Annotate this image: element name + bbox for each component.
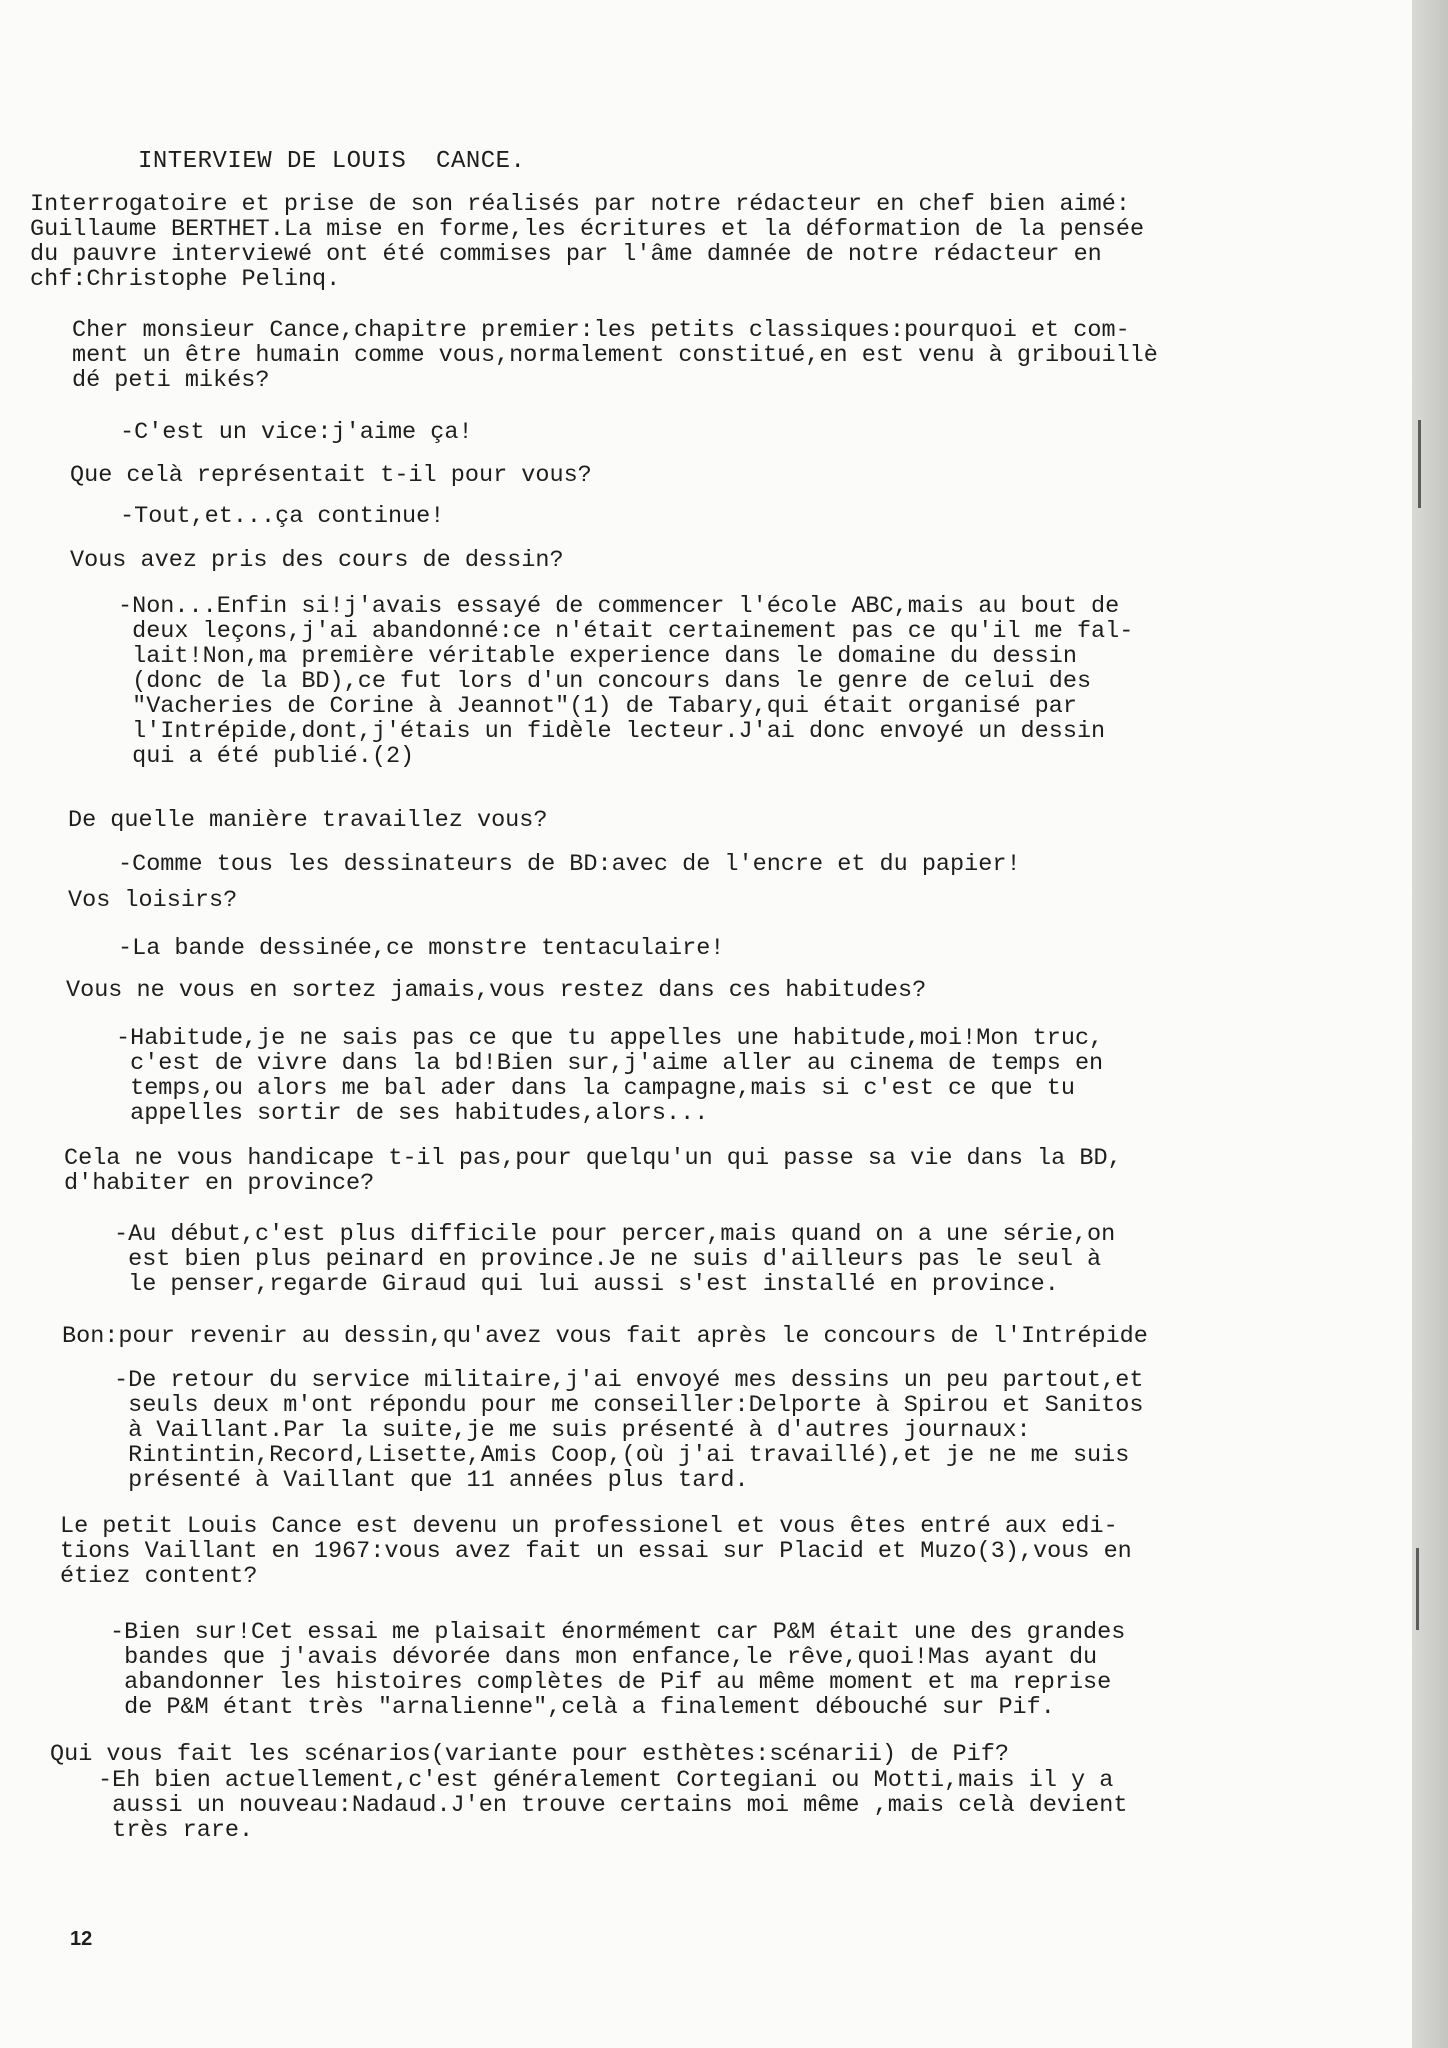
question: Vous ne vous en sortez jamais,vous restez dans ces habitudes? bbox=[66, 977, 927, 1004]
answer: -Tout,et...ça continue! bbox=[120, 503, 445, 530]
answer: -De retour du service militaire,j'ai envoyé mes dessins un peu partout,et seuls deux m'ont répondu pour me conseiller:Delporte à Spirou et Sanitos à Vaillant.Par la suite,je me suis présenté à d'autres journaux: Rintintin,Record,Lisette,Amis Coop,(où j'ai travaillé),et je ne me suis présenté à Vaillant que 11 années plus tard. bbox=[114, 1367, 1144, 1494]
question: Vous avez pris des cours de dessin? bbox=[70, 547, 564, 574]
article-title: INTERVIEW DE LOUIS CANCE. bbox=[138, 148, 526, 175]
margin-mark bbox=[1418, 420, 1421, 508]
answer: -Au début,c'est plus difficile pour percer,mais quand on a une série,on est bien plus peinard en province.Je ne suis d'ailleurs pas le seul à le penser,regarde Giraud qui lui aussi s'est installé en province. bbox=[114, 1221, 1116, 1298]
page-number: 12 bbox=[70, 1928, 93, 1950]
answer: -Comme tous les dessinateurs de BD:avec de l'encre et du papier! bbox=[118, 851, 1021, 878]
question: Bon:pour revenir au dessin,qu'avez vous fait après le concours de l'Intrépide bbox=[62, 1323, 1148, 1350]
page-edge bbox=[1412, 0, 1448, 2048]
answer: -C'est un vice:j'aime ça! bbox=[120, 419, 473, 446]
answer: -Bien sur!Cet essai me plaisait énormément car P&M était une des grandes bandes que j'avais dévorée dans mon enfance,le rêve,quoi!Mas ayant du abandonner les histoires complètes de Pif au même moment et ma reprise de P&M étant très "arnalienne",celà a finalement débouché sur Pif. bbox=[110, 1619, 1126, 1721]
margin-mark bbox=[1416, 1548, 1419, 1630]
answer: -Habitude,je ne sais pas ce que tu appelles une habitude,moi!Mon truc, c'est de vivre dans la bd!Bien sur,j'aime aller au cinema de temps en temps,ou alors me bal ader dans la campagne,mais si c'est ce que tu appelles sortir de ses habitudes,alors... bbox=[116, 1025, 1104, 1127]
answer: -Non...Enfin si!j'avais essayé de commencer l'école ABC,mais au bout de deux leçons,j'ai abandonné:ce n'était certainement pas ce qu'il me fal- lait!Non,ma première véritable experience dans le domaine du dessin (donc de la BD),ce fut lors d'un concours dans le genre de celui des "Vacheries de Corine à Jeannot"(1) de Tabary,qui était organisé par l'Intrépide,dont,j'étais un fidèle lecteur.J'ai donc envoyé un dessin qui a été publié.(2) bbox=[118, 593, 1134, 770]
question: Cher monsieur Cance,chapitre premier:les petits classiques:pourquoi et com- ment un être humain comme vous,normalement constitué,en est venu à gribouillè dé peti mikés? bbox=[72, 317, 1158, 394]
intro-paragraph: Interrogatoire et prise de son réalisés par notre rédacteur en chef bien aimé: Guillaume BERTHET.La mise en forme,les écritures et la déformation de la pensée du pauvre interviewé ont été commises par l'âme damnée de notre rédacteur en chf:Christophe Pelinq. bbox=[30, 191, 1145, 293]
question: Qui vous fait les scénarios(variante pour esthètes:scénarii) de Pif? bbox=[50, 1741, 1009, 1768]
question: De quelle manière travaillez vous? bbox=[68, 807, 548, 834]
question: Vos loisirs? bbox=[68, 887, 238, 914]
question: Que celà représentait t-il pour vous? bbox=[70, 462, 592, 489]
question: Le petit Louis Cance est devenu un professionel et vous êtes entré aux edi- tions Vaillant en 1967:vous avez fait un essai sur Placid et Muzo(3),vous en étiez content? bbox=[60, 1513, 1132, 1590]
question: Cela ne vous handicape t-il pas,pour quelqu'un qui passe sa vie dans la BD, d'habiter en province? bbox=[64, 1145, 1122, 1197]
answer: -La bande dessinée,ce monstre tentaculaire! bbox=[118, 935, 725, 962]
answer: -Eh bien actuellement,c'est généralement Cortegiani ou Motti,mais il y a aussi un nouveau:Nadaud.J'en trouve certains moi même ,mais celà devient très rare. bbox=[98, 1767, 1128, 1844]
